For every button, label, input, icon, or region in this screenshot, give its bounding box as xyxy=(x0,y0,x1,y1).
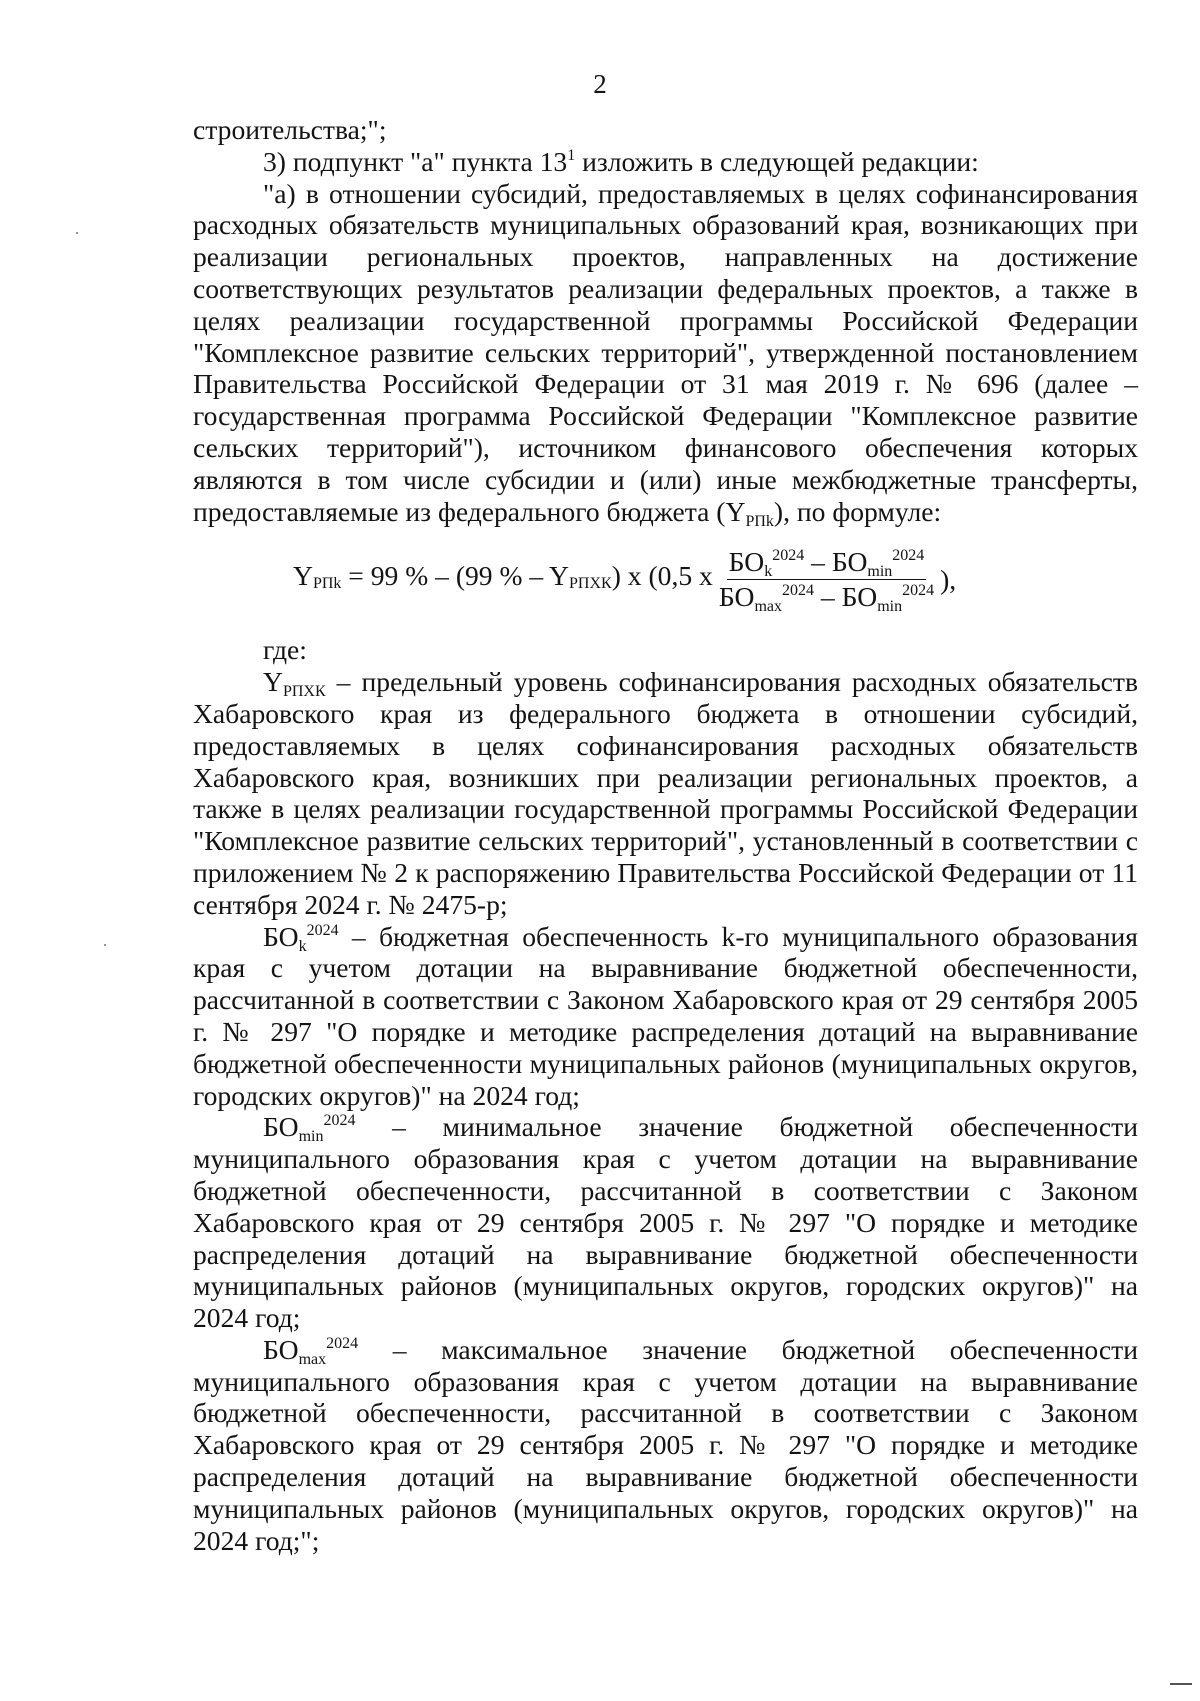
scan-corner-mark xyxy=(1170,1683,1192,1685)
document-body xyxy=(193,114,1138,1556)
page-number: 2 xyxy=(593,69,607,99)
formula-fraction xyxy=(717,546,936,616)
where-label: где: xyxy=(263,634,307,666)
definition-bo-min: $БО_{min}^{2024}$ – минимальное значение бюджетной обеспеченности муниципального образования края с учетом дотации на выравнивание бюджетной обеспеченности, рассчитанной в соответствии с Законом Хабаровского края от 29 сентября 2005 г. № 297 "О порядке и методике распределения дотаций на выравнивание бюджетной обеспеченности муниципальных районов (муниципальных округов, городских округов)" на 2024 год; xyxy=(193,1111,1138,1334)
paragraph-subitem-a: "а) в отношении субсидий, предоставляемых в целях софинансирования расходных обязательств муниципальных образований края, возникающих при реализации региональных проектов, направленных на достижение соответствующих результатов реализации федеральных проектов, а также в целях реализации государственной программы Российской Федерации "Комплексное развитие сельских территорий", утвержденной постановлением Правительства Российской Федерации от 31 мая 2019 г. № 696 (далее – государственная программа Российской Федерации "Комплексное развитие сельских территорий"), источником финансового обеспечения которых являются в том числе субсидии и (или) иные межбюджетные трансферты, предоставляемые из федерального бюджета $(Y_{РПk})$, по формуле: xyxy=(193,177,1138,530)
definition-bo-k: $БО_k^{2024}$ – бюджетная обеспеченность k-го муниципального образования края с учетом дотации на выравнивание бюджетной обеспеченности, рассчитанной в соответствии с Законом Хабаровского края от 29 сентября 2005 г. № 297 "О порядке и методике распределения дотаций на выравнивание бюджетной обеспеченности муниципальных районов (муниципальных округов, городских округов)" на 2024 год; xyxy=(193,920,1138,1111)
definition-y-rphk: $Y_{РПХК}$ – предельный уровень софинансирования расходных обязательств Хабаровского края из федерального бюджета в отношении субсидий, предоставляемых в целях софинансирования расходных обязательств Хабаровского края, возникших при реализации региональных проектов, а также в целях реализации государственной программы Российской Федерации "Комплексное развитие сельских территорий", установленный в соответствии с приложением № 2 к распоряжению Правительства Российской Федерации от 11 сентября 2024 г. № 2475-р; xyxy=(193,666,1138,920)
footnote-superscript: 1 xyxy=(567,146,576,164)
paragraph-subitem-3: 3) подпункт "а" пункта $13^1$ изложить в следующей редакции: xyxy=(263,145,979,177)
scan-speck xyxy=(76,232,78,234)
paragraph-construction: строительства;"; xyxy=(193,114,387,145)
scan-speck xyxy=(104,944,106,946)
fraction-denominator: $БО_{max}^{2024} - БО_{min}^{2024}$ xyxy=(718,581,935,616)
cofinancing-formula xyxy=(193,546,1138,616)
fraction-numerator: $БО_k^{2024} - БО_{min}^{2024}$ xyxy=(728,546,925,581)
formula-left: YРПk = 99 % – (99 % – YРПХК) х (0,5 х xyxy=(293,559,713,592)
definition-bo-max: $БО_{max}^{2024}$ – максимальное значение бюджетной обеспеченности муниципального образования края с учетом дотации на выравнивание бюджетной обеспеченности, рассчитанной в соответствии с Законом Хабаровского края от 29 сентября 2005 г. № 297 "О порядке и методике распределения дотаций на выравнивание бюджетной обеспеченности муниципальных районов (муниципальных округов, городских округов)" на 2024 год;"; xyxy=(193,1333,1138,1556)
formula-close: ), xyxy=(940,563,957,595)
